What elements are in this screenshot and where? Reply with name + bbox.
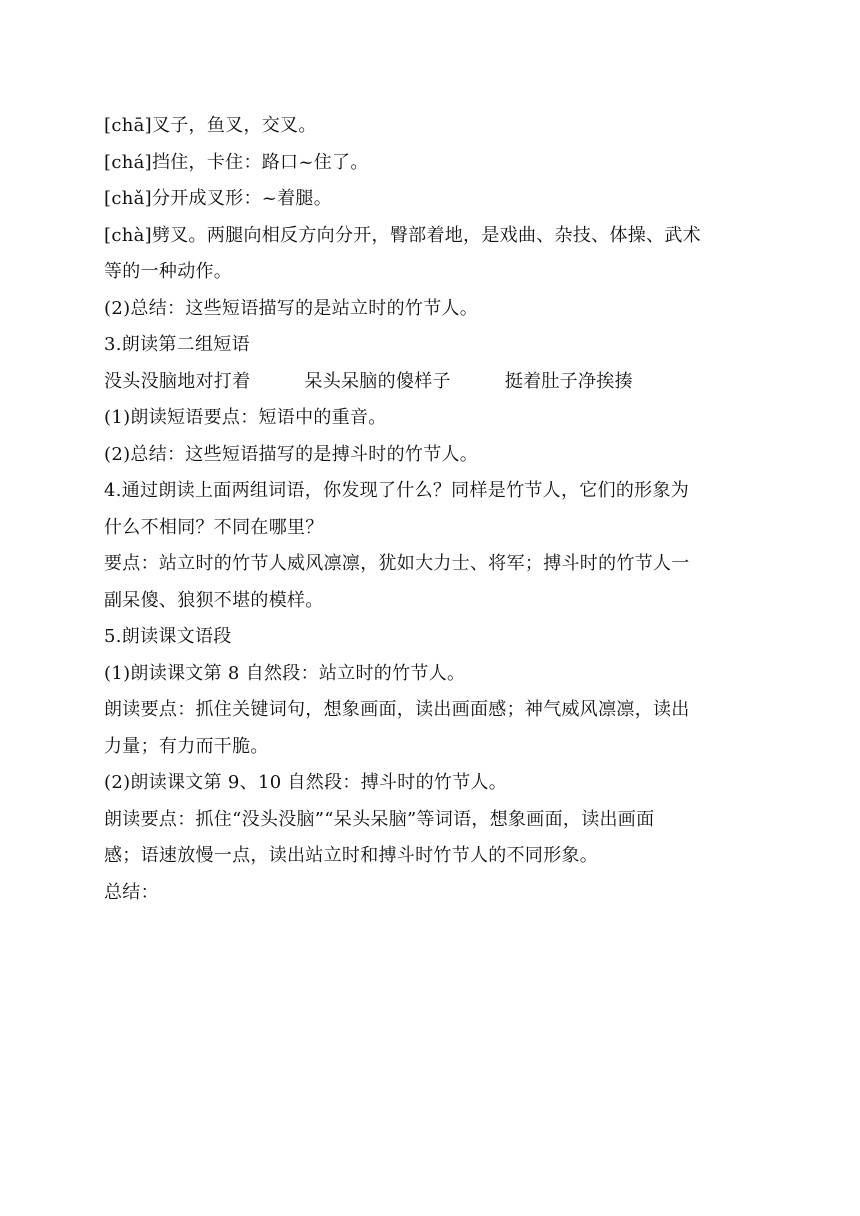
summary-1: (2)总结：这些短语描写的是站立时的竹节人。	[104, 297, 479, 319]
reading-point-2-cont: 力量；有力而干脆。	[104, 735, 269, 757]
phrase-group-2	[104, 364, 760, 401]
definition-cha3: [chǎ]分开成叉形：~着腿。	[104, 188, 333, 209]
summary-2: (2)总结：这些短语描写的是搏斗时的竹节人。	[104, 443, 479, 465]
reading-point-2: 朗读要点：抓住关键词句，想象画面，读出画面感；神气威风凛凛，读出	[104, 699, 690, 720]
key-point: 要点：站立时的竹节人威风凛凛，犹如大力士、将军；搏斗时的竹节人一	[104, 553, 690, 574]
definition-cha4: [chà]劈叉。两腿向相反方向分开，臀部着地，是戏曲、杂技、体操、武术	[104, 224, 701, 246]
document-body	[104, 108, 760, 911]
heading-5: 5.朗读课文语段	[104, 626, 232, 647]
heading-3: 3.朗读第二组短语	[104, 334, 250, 355]
reading-item-1: (1)朗读课文第 8 自然段：站立时的竹节人。	[104, 662, 466, 684]
heading-4-cont: 什么不相同？不同在哪里？	[104, 516, 324, 538]
summary-final: 总结：	[104, 881, 159, 903]
definition-cha4-cont: 等的一种动作。	[104, 261, 233, 282]
reading-point-3: 朗读要点：抓住“没头没脑”“呆头呆脑”等词语，想象画面，读出画面	[104, 808, 655, 830]
phrase-2: 呆头呆脑的傻样子	[304, 370, 451, 392]
reading-item-2: (2)朗读课文第 9、10 自然段：搏斗时的竹节人。	[104, 772, 508, 793]
phrase-1: 没头没脑地对打着	[104, 370, 251, 392]
key-point-cont: 副呆傻、狼狈不堪的模样。	[104, 589, 324, 611]
phrase-3: 挺着肚子净挨揍	[504, 370, 633, 392]
definition-cha1: [chā]叉子，鱼叉，交叉。	[104, 115, 317, 136]
heading-4: 4.通过朗读上面两组词语，你发现了什么？同样是竹节人，它们的形象为	[104, 480, 690, 501]
reading-point-3-cont: 感；语速放慢一点，读出站立时和搏斗时竹节人的不同形象。	[104, 845, 599, 866]
reading-point-1: (1)朗读短语要点：短语中的重音。	[104, 407, 387, 428]
definition-cha2: [chá]挡住，卡住：路口~住了。	[104, 151, 369, 173]
